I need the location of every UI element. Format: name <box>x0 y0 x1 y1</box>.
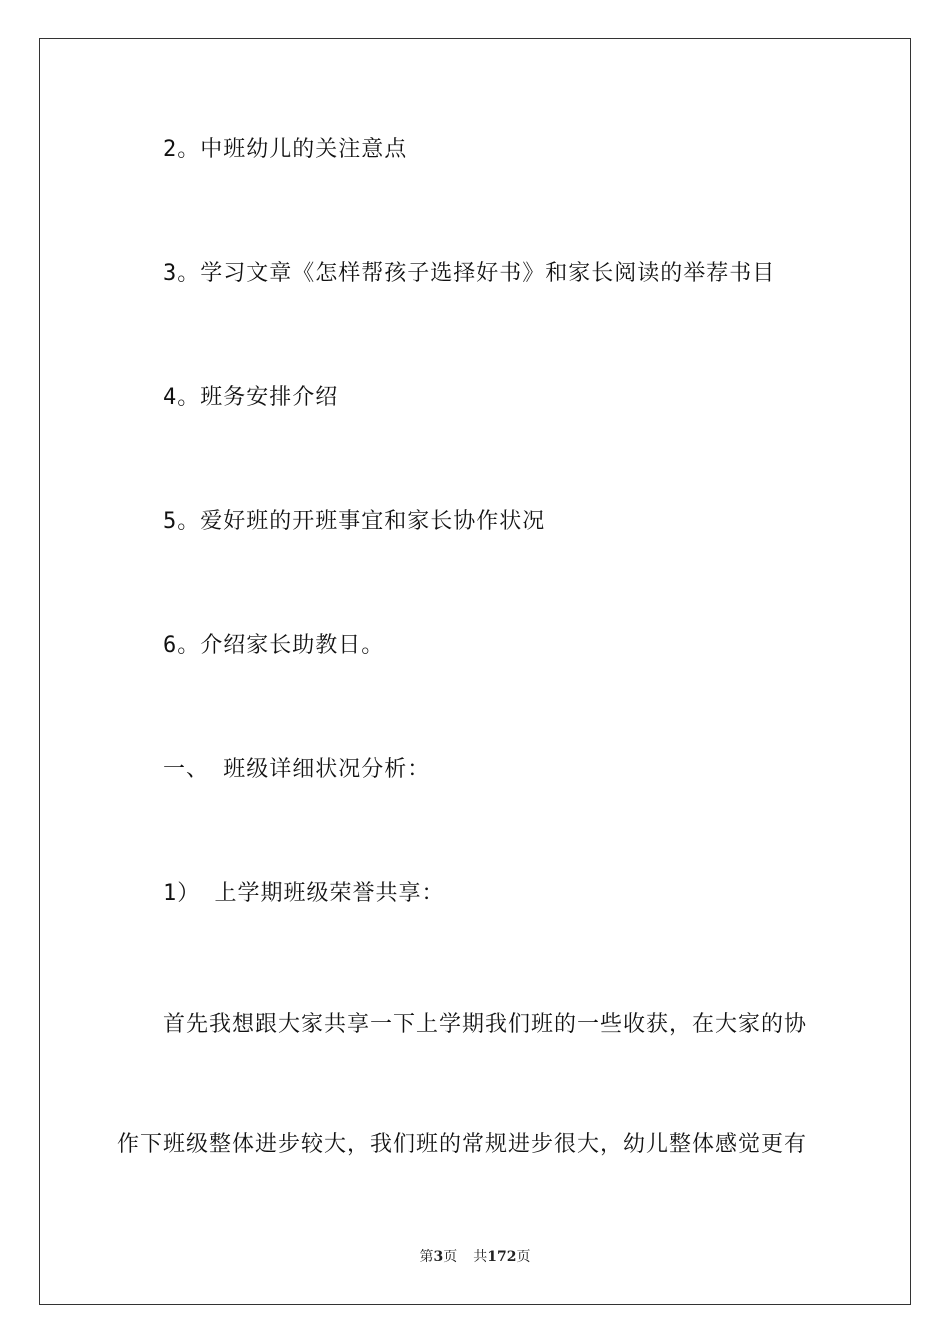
agenda-item-2: 2。中班幼儿的关注意点 <box>163 137 408 162</box>
footer-total-prefix: 共 <box>473 1249 488 1265</box>
footer-page-suffix: 页 <box>443 1249 458 1265</box>
subsection-heading: 1） 上学期班级荣誉共享： <box>163 881 445 906</box>
footer-prefix: 第 <box>419 1249 434 1265</box>
total-pages: 172 <box>487 1249 517 1265</box>
agenda-item-4: 4。班务安排介绍 <box>163 385 339 410</box>
page-number: 3 <box>433 1249 444 1265</box>
agenda-item-5: 5。爱好班的开班事宜和家长协作状况 <box>163 509 546 534</box>
agenda-item-6: 6。介绍家长助教日。 <box>163 633 385 658</box>
footer-total-suffix: 页 <box>516 1249 531 1265</box>
page-footer <box>0 1248 950 1266</box>
paragraph-line-1: 首先我想跟大家共享一下上学期我们班的一些收获，在大家的协 <box>163 1012 808 1037</box>
agenda-item-3: 3。学习文章《怎样帮孩子选择好书》和家长阅读的举荐书目 <box>163 261 776 286</box>
section-heading: 一、 班级详细状况分析： <box>163 757 431 782</box>
page-border <box>39 38 911 1305</box>
paragraph-line-2: 作下班级整体进步较大，我们班的常规进步很大，幼儿整体感觉更有 <box>117 1132 808 1157</box>
